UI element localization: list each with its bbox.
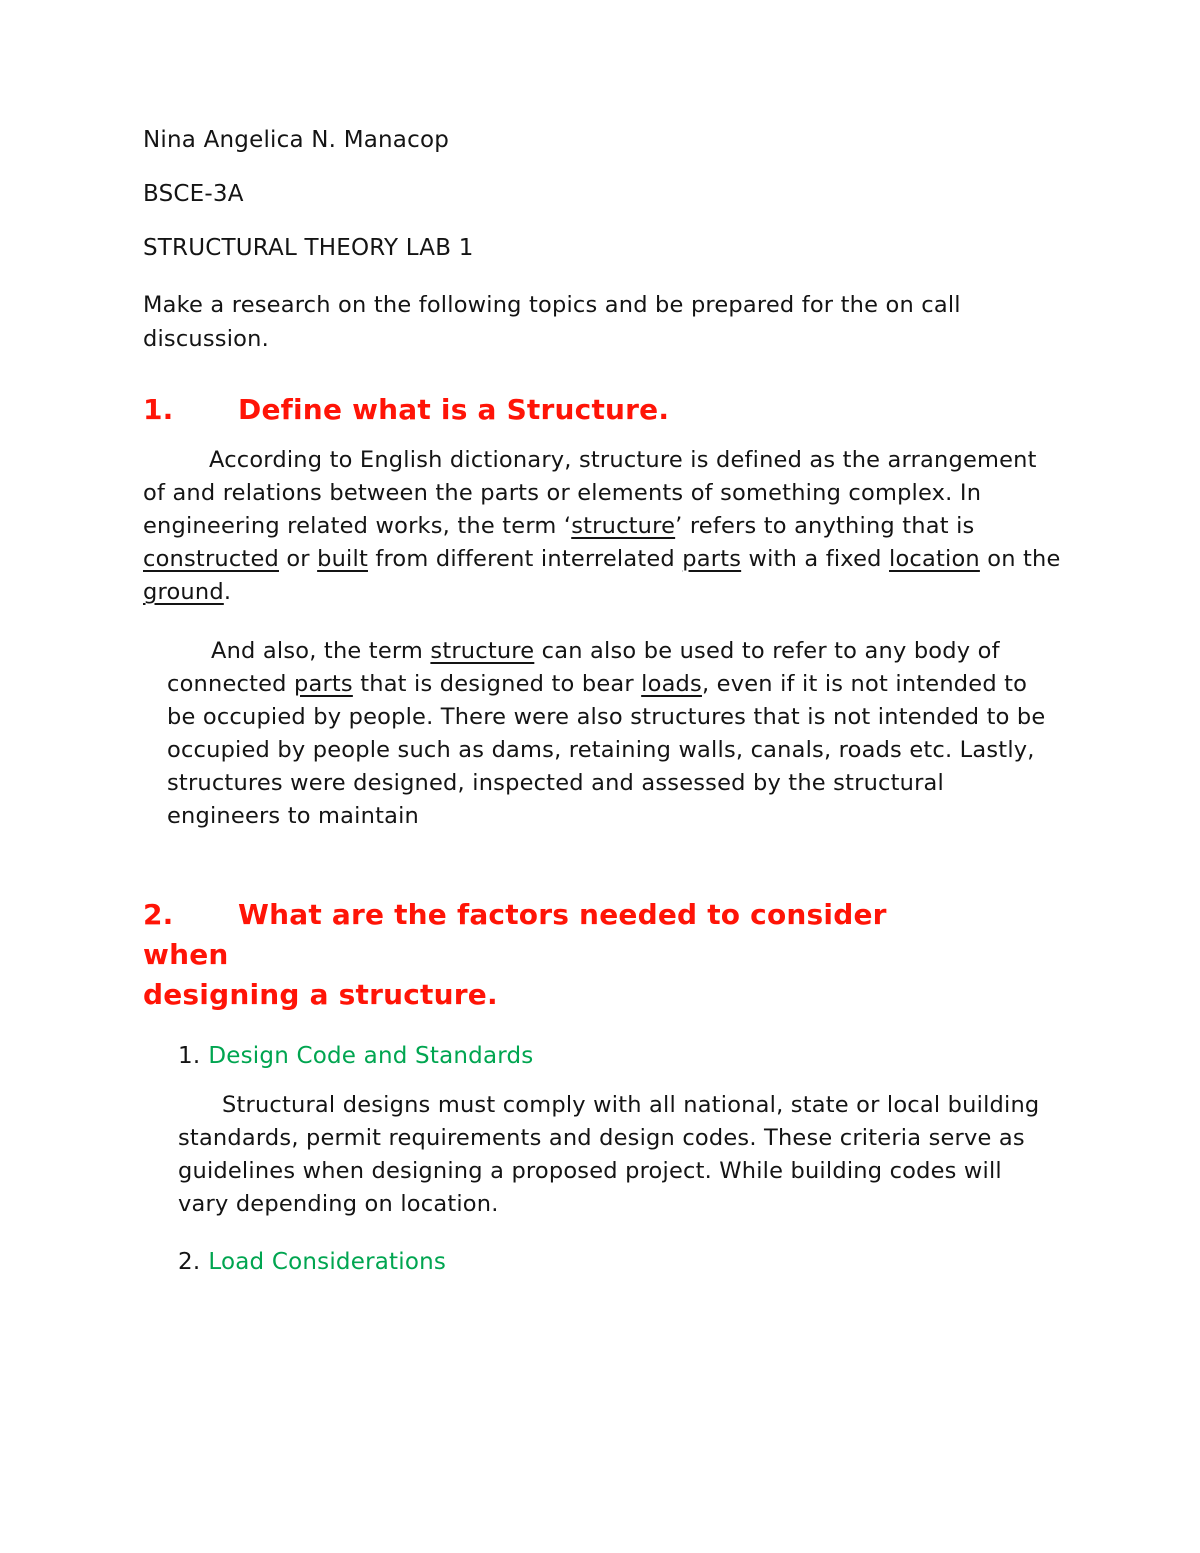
intro-text: Make a research on the following topics and be prepared for the on call discussion.: [143, 292, 961, 352]
author-name: Nina Angelica N. Manacop: [143, 127, 450, 153]
question-2-heading-line-1: [143, 895, 1062, 935]
factor-item-2: [178, 1247, 1062, 1277]
factor-item-2-label: Load Considerations: [208, 1249, 447, 1275]
question-2-number: 2.: [143, 898, 174, 931]
factor-item-2-number: 2.: [178, 1249, 201, 1275]
question-1-paragraph-1: According to English dictionary, structure is defined as the arrangement of and relations between the parts or elements of something complex. In engineering related works, the term ‘structure’ refers to anything that is constructed or built from different interrelated parts with a fixed location on the ground.: [143, 447, 1061, 605]
question-2-title-line-1: What are the factors needed to consider: [238, 898, 887, 931]
factor-item-1-label: Design Code and Standards: [208, 1043, 534, 1069]
class-section: BSCE-3A: [143, 181, 244, 207]
factor-item-1-number: 1.: [178, 1043, 201, 1069]
question-2-title-line-2: when: [143, 938, 229, 971]
factor-item-1-paragraph: Structural designs must comply with all national, state or local building standards, permit requirements and design codes. These criteria serve as guidelines when designing a proposed project. While building codes will vary depending on location.: [178, 1092, 1040, 1217]
document-title: STRUCTURAL THEORY LAB 1: [143, 235, 474, 261]
question-1-paragraph-2: And also, the term structure can also be used to refer to any body of connected parts that is designed to bear loads, even if it is not intended to be occupied by people. There were also structures that is not intended to be occupied by people such as dams, retaining walls, canals, roads etc. Lastly, structures were designed, inspected and assessed by the structural engineers to maintain: [167, 638, 1046, 829]
question-1-title: Define what is a Structure.: [238, 393, 670, 426]
question-1-heading: [143, 390, 1062, 430]
question-1-number: 1.: [143, 393, 174, 426]
question-2-title-line-3: designing a structure.: [143, 978, 498, 1011]
factor-item-1: [178, 1041, 1062, 1071]
question-2-heading: [143, 895, 1062, 1015]
